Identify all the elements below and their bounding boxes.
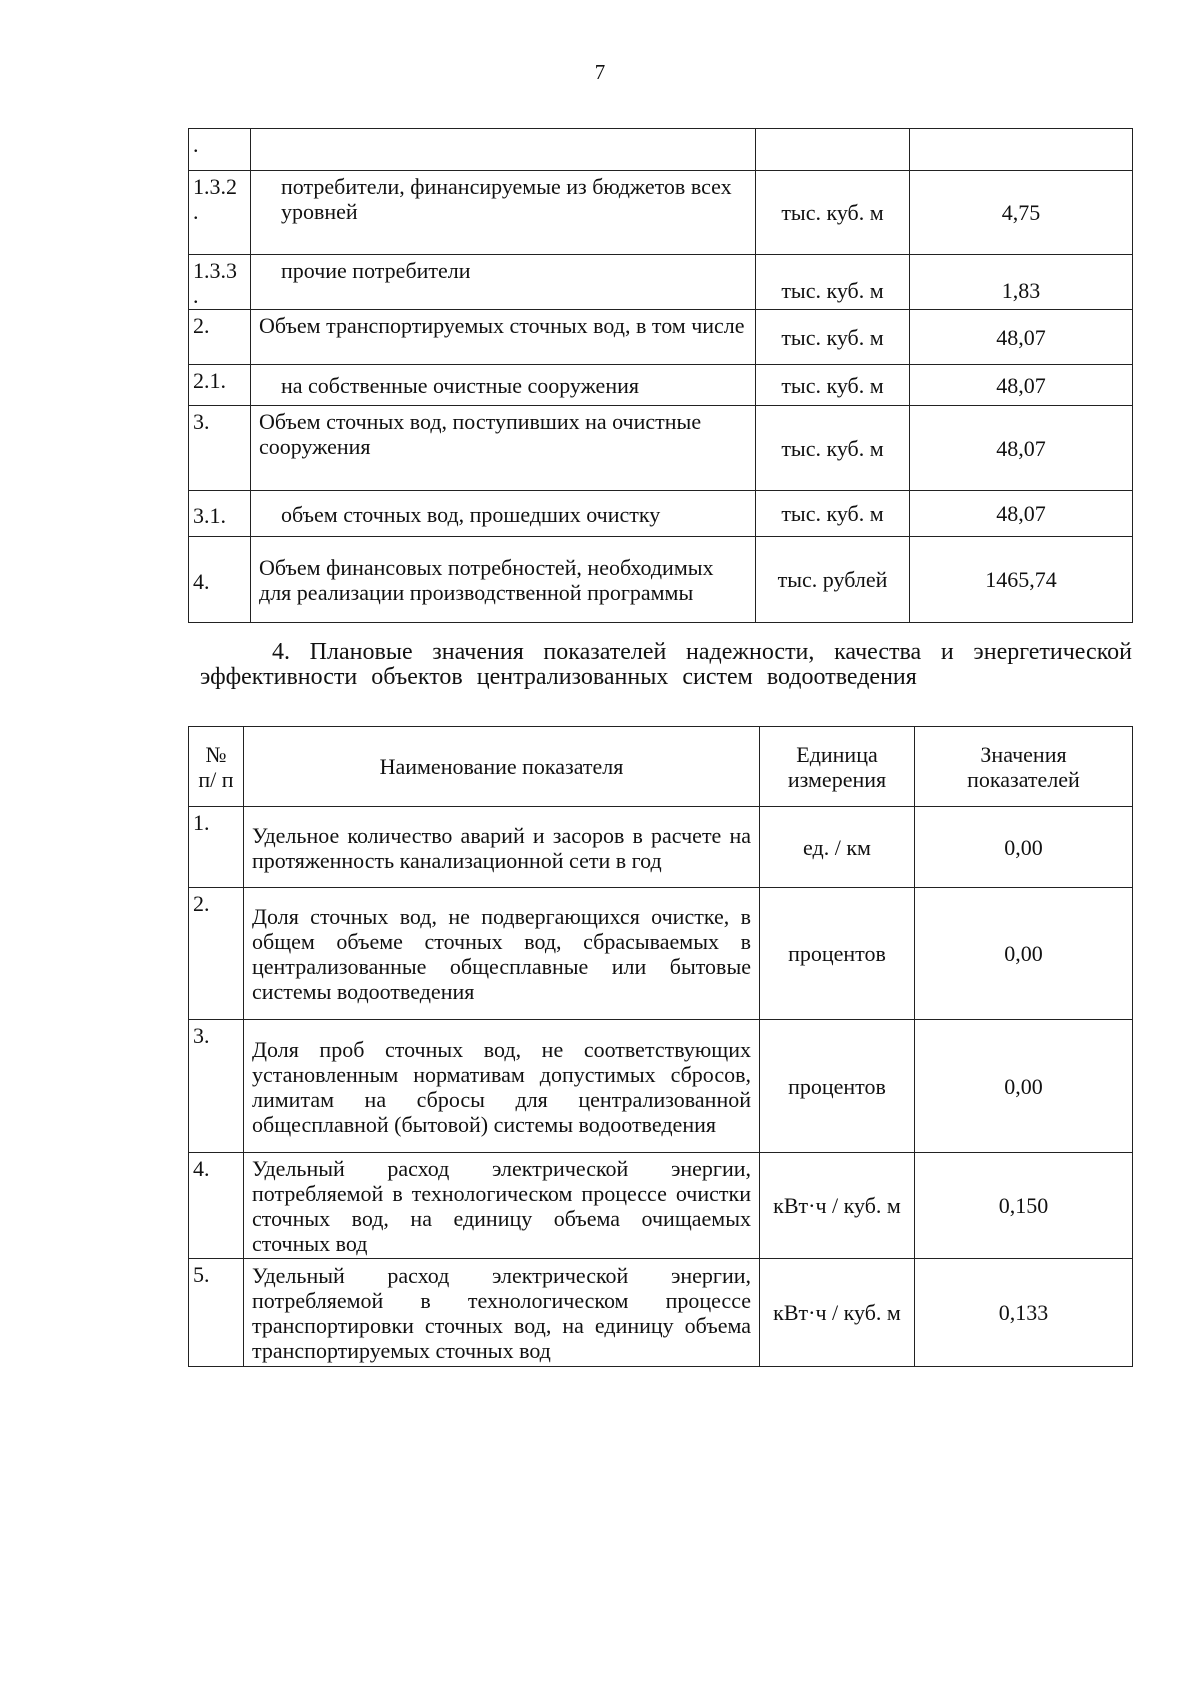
- table-row: [189, 1153, 1133, 1259]
- indicator-name: Объем транспортируемых сточных вод, в том числе: [251, 310, 756, 365]
- row-number: 2.: [189, 888, 244, 1020]
- row-number: 1.: [189, 807, 244, 888]
- value-cell: 1465,74: [910, 537, 1133, 623]
- unit-cell: [756, 129, 910, 171]
- section-heading: [200, 640, 1132, 690]
- indicator-name: Удельный расход электрической энергии, потребляемой в технологическом процессе транспортировки сточных вод, на единицу объема транспортируемых сточных вод: [244, 1259, 760, 1367]
- reliability-indicators-table: [188, 726, 1133, 1367]
- row-number: 5.: [189, 1259, 244, 1367]
- section-heading-text: 4. Плановые значения показателей надежности, качества и энергетической эффективности объектов централизованных систем водоотведения: [200, 639, 1132, 690]
- header-num: № п/ п: [189, 727, 244, 807]
- value-cell: 48,07: [910, 406, 1133, 491]
- indicator-name: Доля сточных вод, не подвергающихся очистке, в общем объеме сточных вод, сбрасываемых в централизованные общесплавные или бытовые системы водоотведения: [244, 888, 760, 1020]
- indicator-name: Удельный расход электрической энергии, потребляемой в технологическом процессе очистки сточных вод, на единицу объема очищаемых сточных вод: [244, 1153, 760, 1259]
- table-row: [189, 171, 1133, 255]
- unit-cell: тыс. куб. м: [756, 255, 910, 310]
- table-row: [189, 255, 1133, 310]
- table-row: [189, 491, 1133, 537]
- value-cell: 48,07: [910, 365, 1133, 406]
- indicator-name: Доля проб сточных вод, не соответствующих установленным нормативам допустимых сбросов, лимитам на сбросы для централизованной общесплавной (бытовой) системы водоотведения: [244, 1020, 760, 1153]
- unit-cell: тыс. куб. м: [756, 406, 910, 491]
- table-row: [189, 537, 1133, 623]
- row-number: 3.: [189, 406, 251, 491]
- unit-cell: тыс. куб. м: [756, 310, 910, 365]
- unit-cell: процентов: [760, 888, 915, 1020]
- value-cell: 0,150: [915, 1153, 1133, 1259]
- header-name: Наименование показателя: [244, 727, 760, 807]
- unit-cell: процентов: [760, 1020, 915, 1153]
- unit-cell: тыс. рублей: [756, 537, 910, 623]
- value-cell: [910, 129, 1133, 171]
- indicator-name: потребители, финансируемые из бюджетов всех уровней: [251, 171, 756, 255]
- table-row: [189, 365, 1133, 406]
- header-unit: Единица измерения: [760, 727, 915, 807]
- unit-cell: тыс. куб. м: [756, 491, 910, 537]
- table-row: [189, 888, 1133, 1020]
- value-cell: 1,83: [910, 255, 1133, 310]
- unit-cell: тыс. куб. м: [756, 365, 910, 406]
- value-cell: 0,133: [915, 1259, 1133, 1367]
- indicator-name: [251, 129, 756, 171]
- indicator-name: на собственные очистные сооружения: [251, 365, 756, 406]
- value-cell: 0,00: [915, 888, 1133, 1020]
- table-row: [189, 1020, 1133, 1153]
- table-row: [189, 807, 1133, 888]
- production-program-table: [188, 128, 1133, 623]
- row-number: 1.3.2 .: [189, 171, 251, 255]
- value-cell: 48,07: [910, 491, 1133, 537]
- indicator-name: Объем сточных вод, поступивших на очистные сооружения: [251, 406, 756, 491]
- table-row: [189, 129, 1133, 171]
- header-value: Значения показателей: [915, 727, 1133, 807]
- indicator-name: прочие потребители: [251, 255, 756, 310]
- unit-cell: тыс. куб. м: [756, 171, 910, 255]
- table-row: [189, 310, 1133, 365]
- row-number: 2.: [189, 310, 251, 365]
- table-row: [189, 406, 1133, 491]
- row-number: 2.1.: [189, 365, 251, 406]
- indicator-name: Объем финансовых потребностей, необходимых для реализации производственной программы: [251, 537, 756, 623]
- value-cell: 0,00: [915, 1020, 1133, 1153]
- value-cell: 48,07: [910, 310, 1133, 365]
- row-number: 4.: [189, 537, 251, 623]
- unit-cell: ед. / км: [760, 807, 915, 888]
- page-number: 7: [594, 60, 606, 84]
- row-number: 4.: [189, 1153, 244, 1259]
- row-number: 3.: [189, 1020, 244, 1153]
- value-cell: 0,00: [915, 807, 1133, 888]
- row-number: .: [189, 129, 251, 171]
- table-row: [189, 1259, 1133, 1367]
- unit-cell: кВт·ч / куб. м: [760, 1153, 915, 1259]
- table-header-row: [189, 727, 1133, 807]
- indicator-name: Удельное количество аварий и засоров в расчете на протяженность канализационной сети в год: [244, 807, 760, 888]
- value-cell: 4,75: [910, 171, 1133, 255]
- row-number: 3.1.: [189, 491, 251, 537]
- unit-cell: кВт·ч / куб. м: [760, 1259, 915, 1367]
- row-number: 1.3.3 .: [189, 255, 251, 310]
- indicator-name: объем сточных вод, прошедших очистку: [251, 491, 756, 537]
